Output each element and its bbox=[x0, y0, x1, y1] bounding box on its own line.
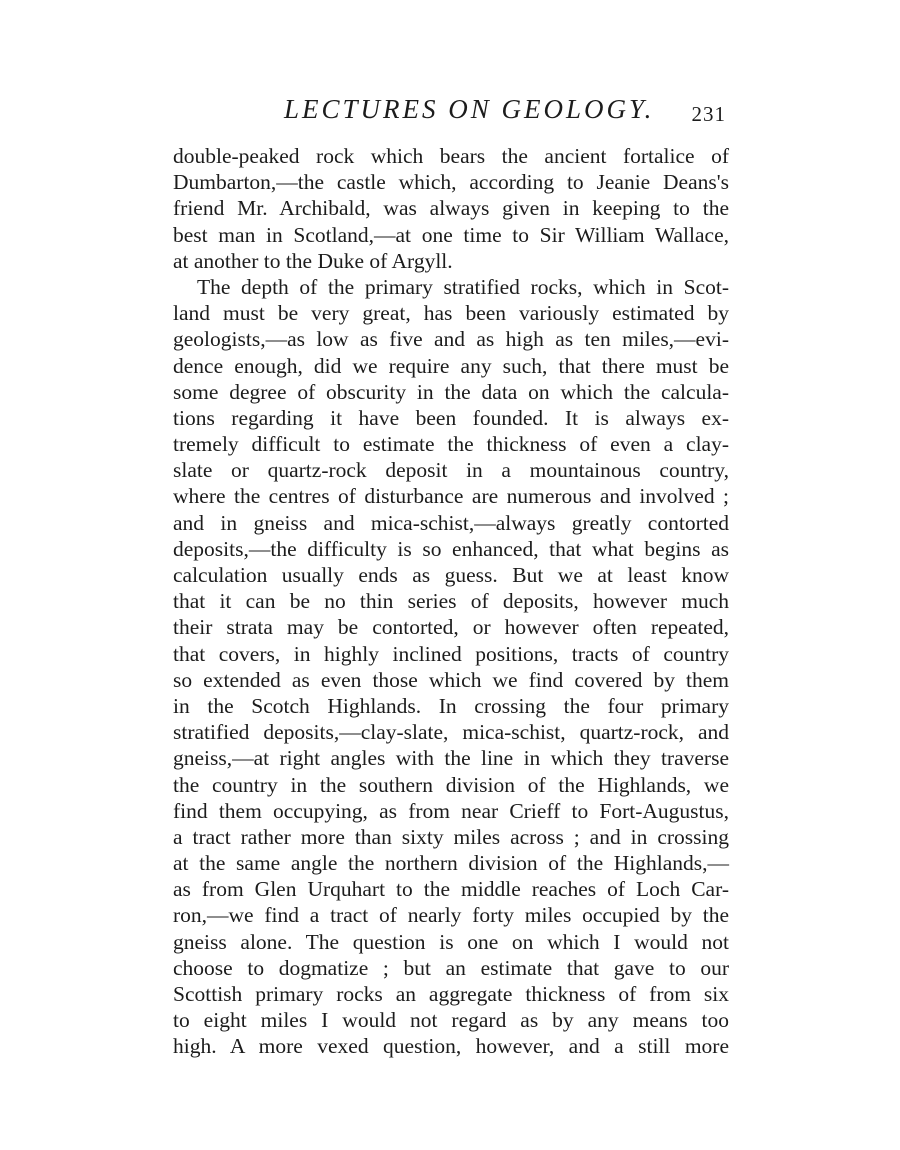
text-line: ron,—we find a tract of nearly forty miles occupied by the bbox=[173, 903, 729, 928]
text-line: geologists,—as low as five and as high as ten miles,—evi- bbox=[173, 327, 729, 352]
text-line: gneiss alone. The question is one on which I would not bbox=[173, 929, 729, 954]
text-line: land must be very great, has been variously estimated by bbox=[173, 301, 729, 326]
text-line: dence enough, did we require any such, that there must be bbox=[173, 353, 729, 378]
text-line: where the centres of disturbance are numerous and involved ; bbox=[173, 484, 729, 509]
text-line: slate or quartz-rock deposit in a mountainous country, bbox=[173, 458, 729, 483]
text-line: friend Mr. Archibald, was always given in keeping to the bbox=[173, 196, 729, 221]
text-line: best man in Scotland,—at one time to Sir William Wallace, bbox=[173, 222, 729, 247]
page-number: 231 bbox=[691, 102, 726, 126]
text-line: so extended as even those which we find covered by them bbox=[173, 667, 729, 692]
text-line: as from Glen Urquhart to the middle reaches of Loch Car- bbox=[173, 877, 729, 902]
text-line: high. A more vexed question, however, and a still more bbox=[173, 1034, 729, 1059]
text-line: tions regarding it have been founded. It is always ex- bbox=[173, 405, 729, 430]
text-line: that covers, in highly inclined positions, tracts of country bbox=[173, 641, 729, 666]
text-line: to eight miles I would not regard as by any means too bbox=[173, 1008, 729, 1033]
text-line: in the Scotch Highlands. In crossing the four primary bbox=[173, 693, 729, 718]
text-line: Scottish primary rocks an aggregate thickness of from six bbox=[173, 982, 729, 1006]
text-line: stratified deposits,—clay-slate, mica-schist, quartz-rock, and bbox=[173, 720, 729, 745]
page-header bbox=[172, 94, 732, 134]
text-line: gneiss,—at right angles with the line in which they traverse bbox=[173, 746, 729, 771]
text-line: the country in the southern division of the Highlands, we bbox=[173, 772, 729, 797]
text-line: double-peaked rock which bears the ancient fortalice of bbox=[173, 144, 729, 168]
text-line: choose to dogmatize ; but an estimate that gave to our bbox=[173, 955, 729, 980]
paragraph-1 bbox=[173, 143, 729, 274]
text-line: calculation usually ends as guess. But we at least know bbox=[173, 563, 729, 587]
text-line: their strata may be contorted, or however often repeated, bbox=[173, 615, 729, 640]
text-line: deposits,—the difficulty is so enhanced, that what begins as bbox=[173, 536, 729, 561]
text-line: at another to the Duke of Argyll. bbox=[173, 248, 453, 273]
text-line: and in gneiss and mica-schist,—always greatly contorted bbox=[173, 510, 729, 535]
text-line: tremely difficult to estimate the thickness of even a clay- bbox=[173, 432, 729, 457]
body-text bbox=[173, 143, 729, 1060]
running-title: LECTURES ON GEOLOGY. bbox=[284, 94, 655, 124]
text-line: find them occupying, as from near Crieff to Fort-Augustus, bbox=[173, 798, 729, 823]
paragraph-2 bbox=[173, 274, 729, 1060]
text-line: a tract rather more than sixty miles across ; and in crossing bbox=[173, 824, 729, 849]
text-line: The depth of the primary stratified rocks, which in Scot- bbox=[197, 274, 729, 299]
text-line: Dumbarton,—the castle which, according to Jeanie Deans's bbox=[173, 170, 729, 195]
text-line: at the same angle the northern division of the Highlands,— bbox=[173, 851, 729, 876]
text-line: some degree of obscurity in the data on which the calcula- bbox=[173, 379, 729, 404]
text-line: that it can be no thin series of deposits, however much bbox=[173, 589, 729, 614]
